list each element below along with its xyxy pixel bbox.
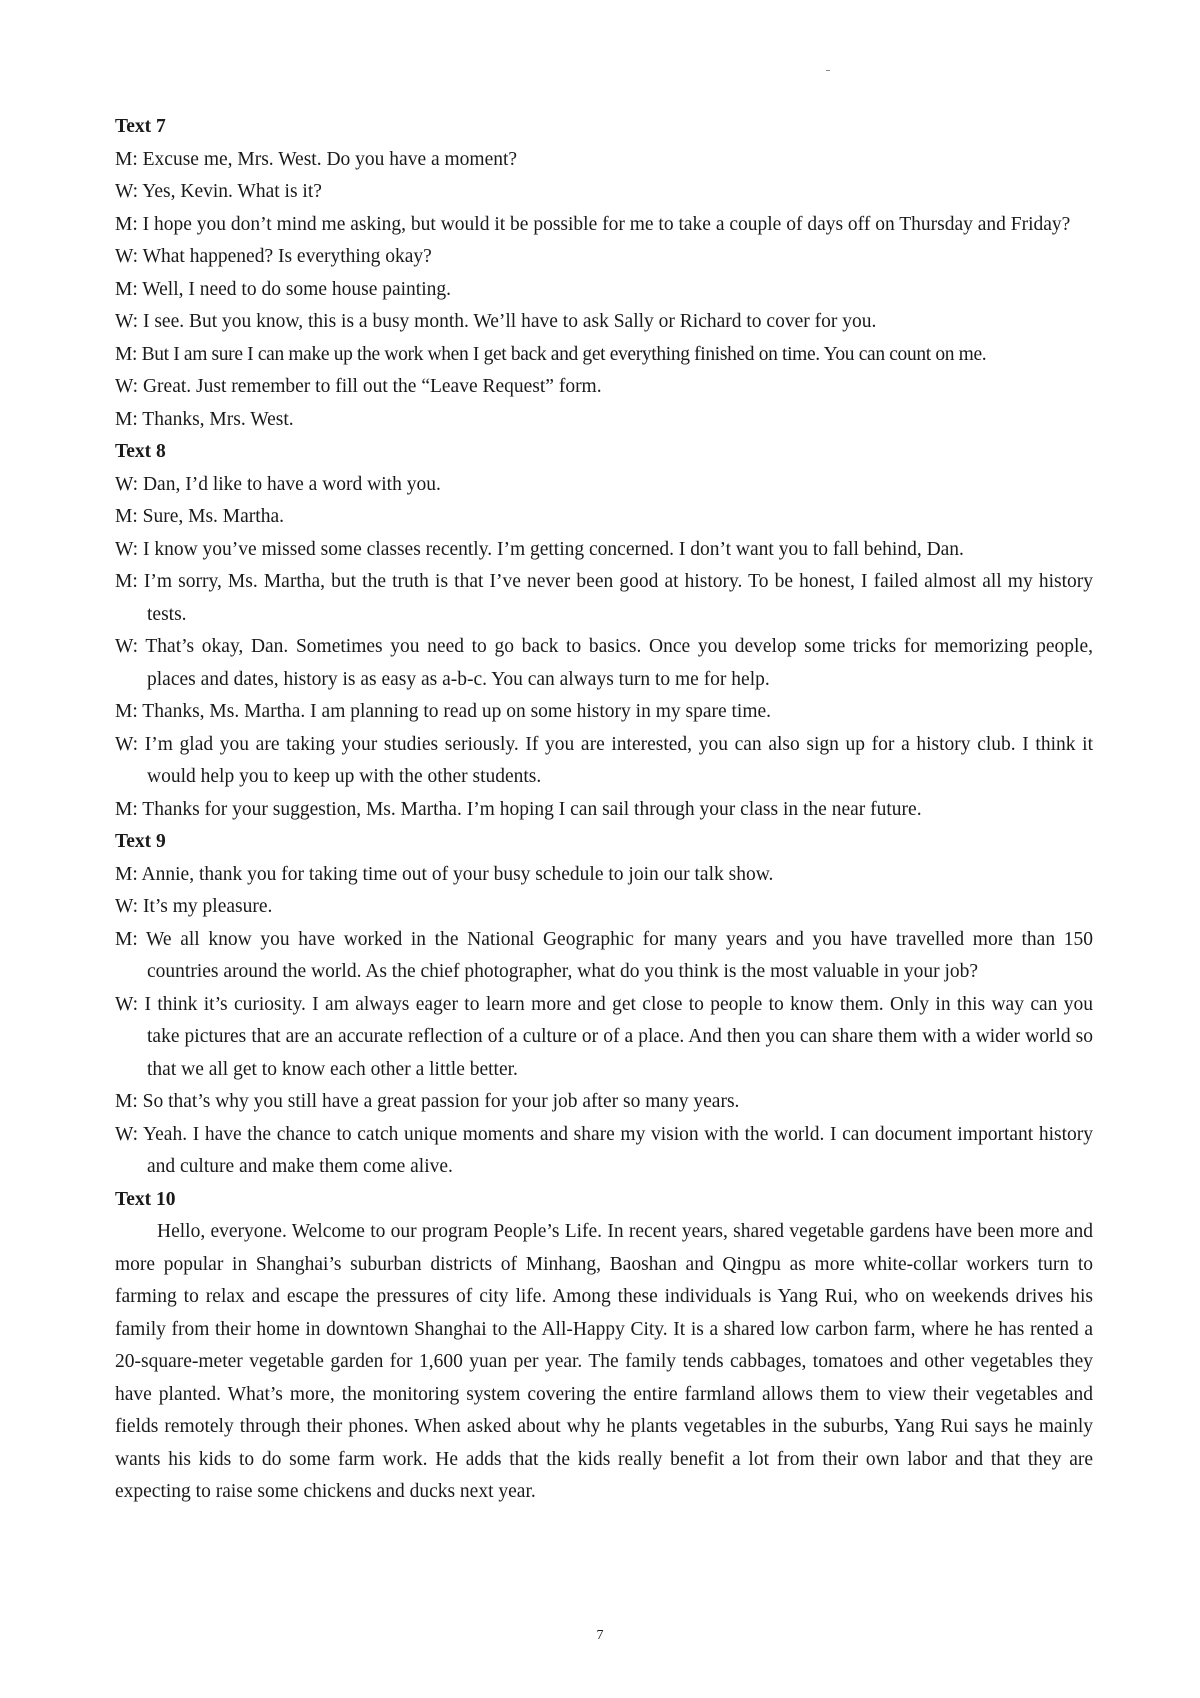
dialogue-line: W: I know you’ve missed some classes recently. I’m getting concerned. I don’t want you to fall behind, Dan.	[115, 538, 964, 560]
dialogue-line: M: I hope you don’t mind me asking, but would it be possible for me to take a couple of days off on Thursday and Friday?	[115, 213, 1071, 235]
section-title: Text 9	[115, 831, 166, 852]
dialogue-line: M: So that’s why you still have a great passion for your job after so many years.	[115, 1091, 740, 1112]
dialogue-line: M: Annie, thank you for taking time out of your busy schedule to join our talk show.	[115, 863, 774, 885]
dialogue-line: M: I’m sorry, Ms. Martha, but the truth is that I’ve never been good at history. To be honest, I failed almost all my history tests.	[115, 571, 1093, 625]
dialogue-line: M: Thanks, Ms. Martha. I am planning to read up on some history in my spare time.	[115, 701, 772, 722]
dialogue-line: W: What happened? Is everything okay?	[115, 246, 432, 267]
page-number: 7	[596, 1628, 604, 1643]
monologue-paragraph: Hello, everyone. Welcome to our program People’s Life. In recent years, shared vegetable gardens have been more and more popular in Shanghai’s suburban districts of Minhang, Baoshan and Qingpu as more white-collar workers turn to farming to relax and escape the pressures of city life. Among these individuals is Yang Rui, who on weekends drives his family from their home in downtown Shanghai to the All-Happy City. It is a shared low carbon farm, where he has rented a 20-square-meter vegetable garden for 1,600 yuan per year. The family tends cabbages, tomatoes and other vegetables they have planted. What’s more, the monitoring system covering the entire farmland allows them to view their vegetables and fields remotely through their phones. When asked about why he plants vegetables in the suburbs, Yang Rui says he mainly wants his kids to do some farm work. He adds that the kids really benefit a lot from their own labor and that they are expecting to raise some chickens and ducks next year.	[115, 1221, 1093, 1502]
dialogue-line: M: We all know you have worked in the National Geographic for many years and you have travelled more than 150 countries around the world. As the chief photographer, what do you think is the most valuable in your job?	[115, 928, 1093, 982]
dialogue-line: W: Great. Just remember to fill out the “Leave Request” form.	[115, 376, 602, 397]
section-title: Text 10	[115, 1188, 176, 1210]
text-8-section	[115, 436, 1093, 826]
dialogue-line: M: Sure, Ms. Martha.	[115, 506, 284, 527]
dialogue-line: M: Excuse me, Mrs. West. Do you have a moment?	[115, 148, 518, 170]
dialogue-line: M: Well, I need to do some house painting.	[115, 278, 452, 300]
dialogue-line: W: I see. But you know, this is a busy month. We’ll have to ask Sally or Richard to cover for you.	[115, 311, 877, 332]
dialogue-line: W: Yeah. I have the chance to catch unique moments and share my vision with the world. I can document important history and culture and make them come alive.	[115, 1123, 1093, 1177]
dialogue-line: W: Yes, Kevin. What is it?	[115, 181, 322, 202]
text-9-section	[115, 826, 1093, 1184]
top-mark	[826, 70, 830, 71]
dialogue-line: W: That’s okay, Dan. Sometimes you need to go back to basics. Once you develop some tricks for memorizing people, places and dates, history is as easy as a-b-c. You can always turn to me for help.	[115, 636, 1093, 690]
dialogue-line: W: I think it’s curiosity. I am always eager to learn more and get close to people to know them. Only in this way can you take pictures that are an accurate reflection of a culture or of a place. And then you can share them with a wider world so that we all get to know each other a little better.	[115, 993, 1093, 1080]
dialogue-line: W: It’s my pleasure.	[115, 896, 273, 917]
dialogue-line: W: Dan, I’d like to have a word with you.	[115, 473, 441, 495]
dialogue-line: M: Thanks, Mrs. West.	[115, 408, 294, 430]
document-body	[115, 111, 1093, 1509]
section-title: Text 7	[115, 116, 166, 137]
text-10-section	[115, 1184, 1093, 1509]
dialogue-line: M: Thanks for your suggestion, Ms. Martha. I’m hoping I can sail through your class in the near future.	[115, 798, 922, 820]
dialogue-line: M: But I am sure I can make up the work when I get back and get everything finished on time. You can count on me.	[115, 343, 987, 365]
text-7-section	[115, 111, 1093, 436]
dialogue-line: W: I’m glad you are taking your studies seriously. If you are interested, you can also sign up for a history club. I think it would help you to keep up with the other students.	[115, 733, 1093, 787]
section-title: Text 8	[115, 441, 166, 462]
